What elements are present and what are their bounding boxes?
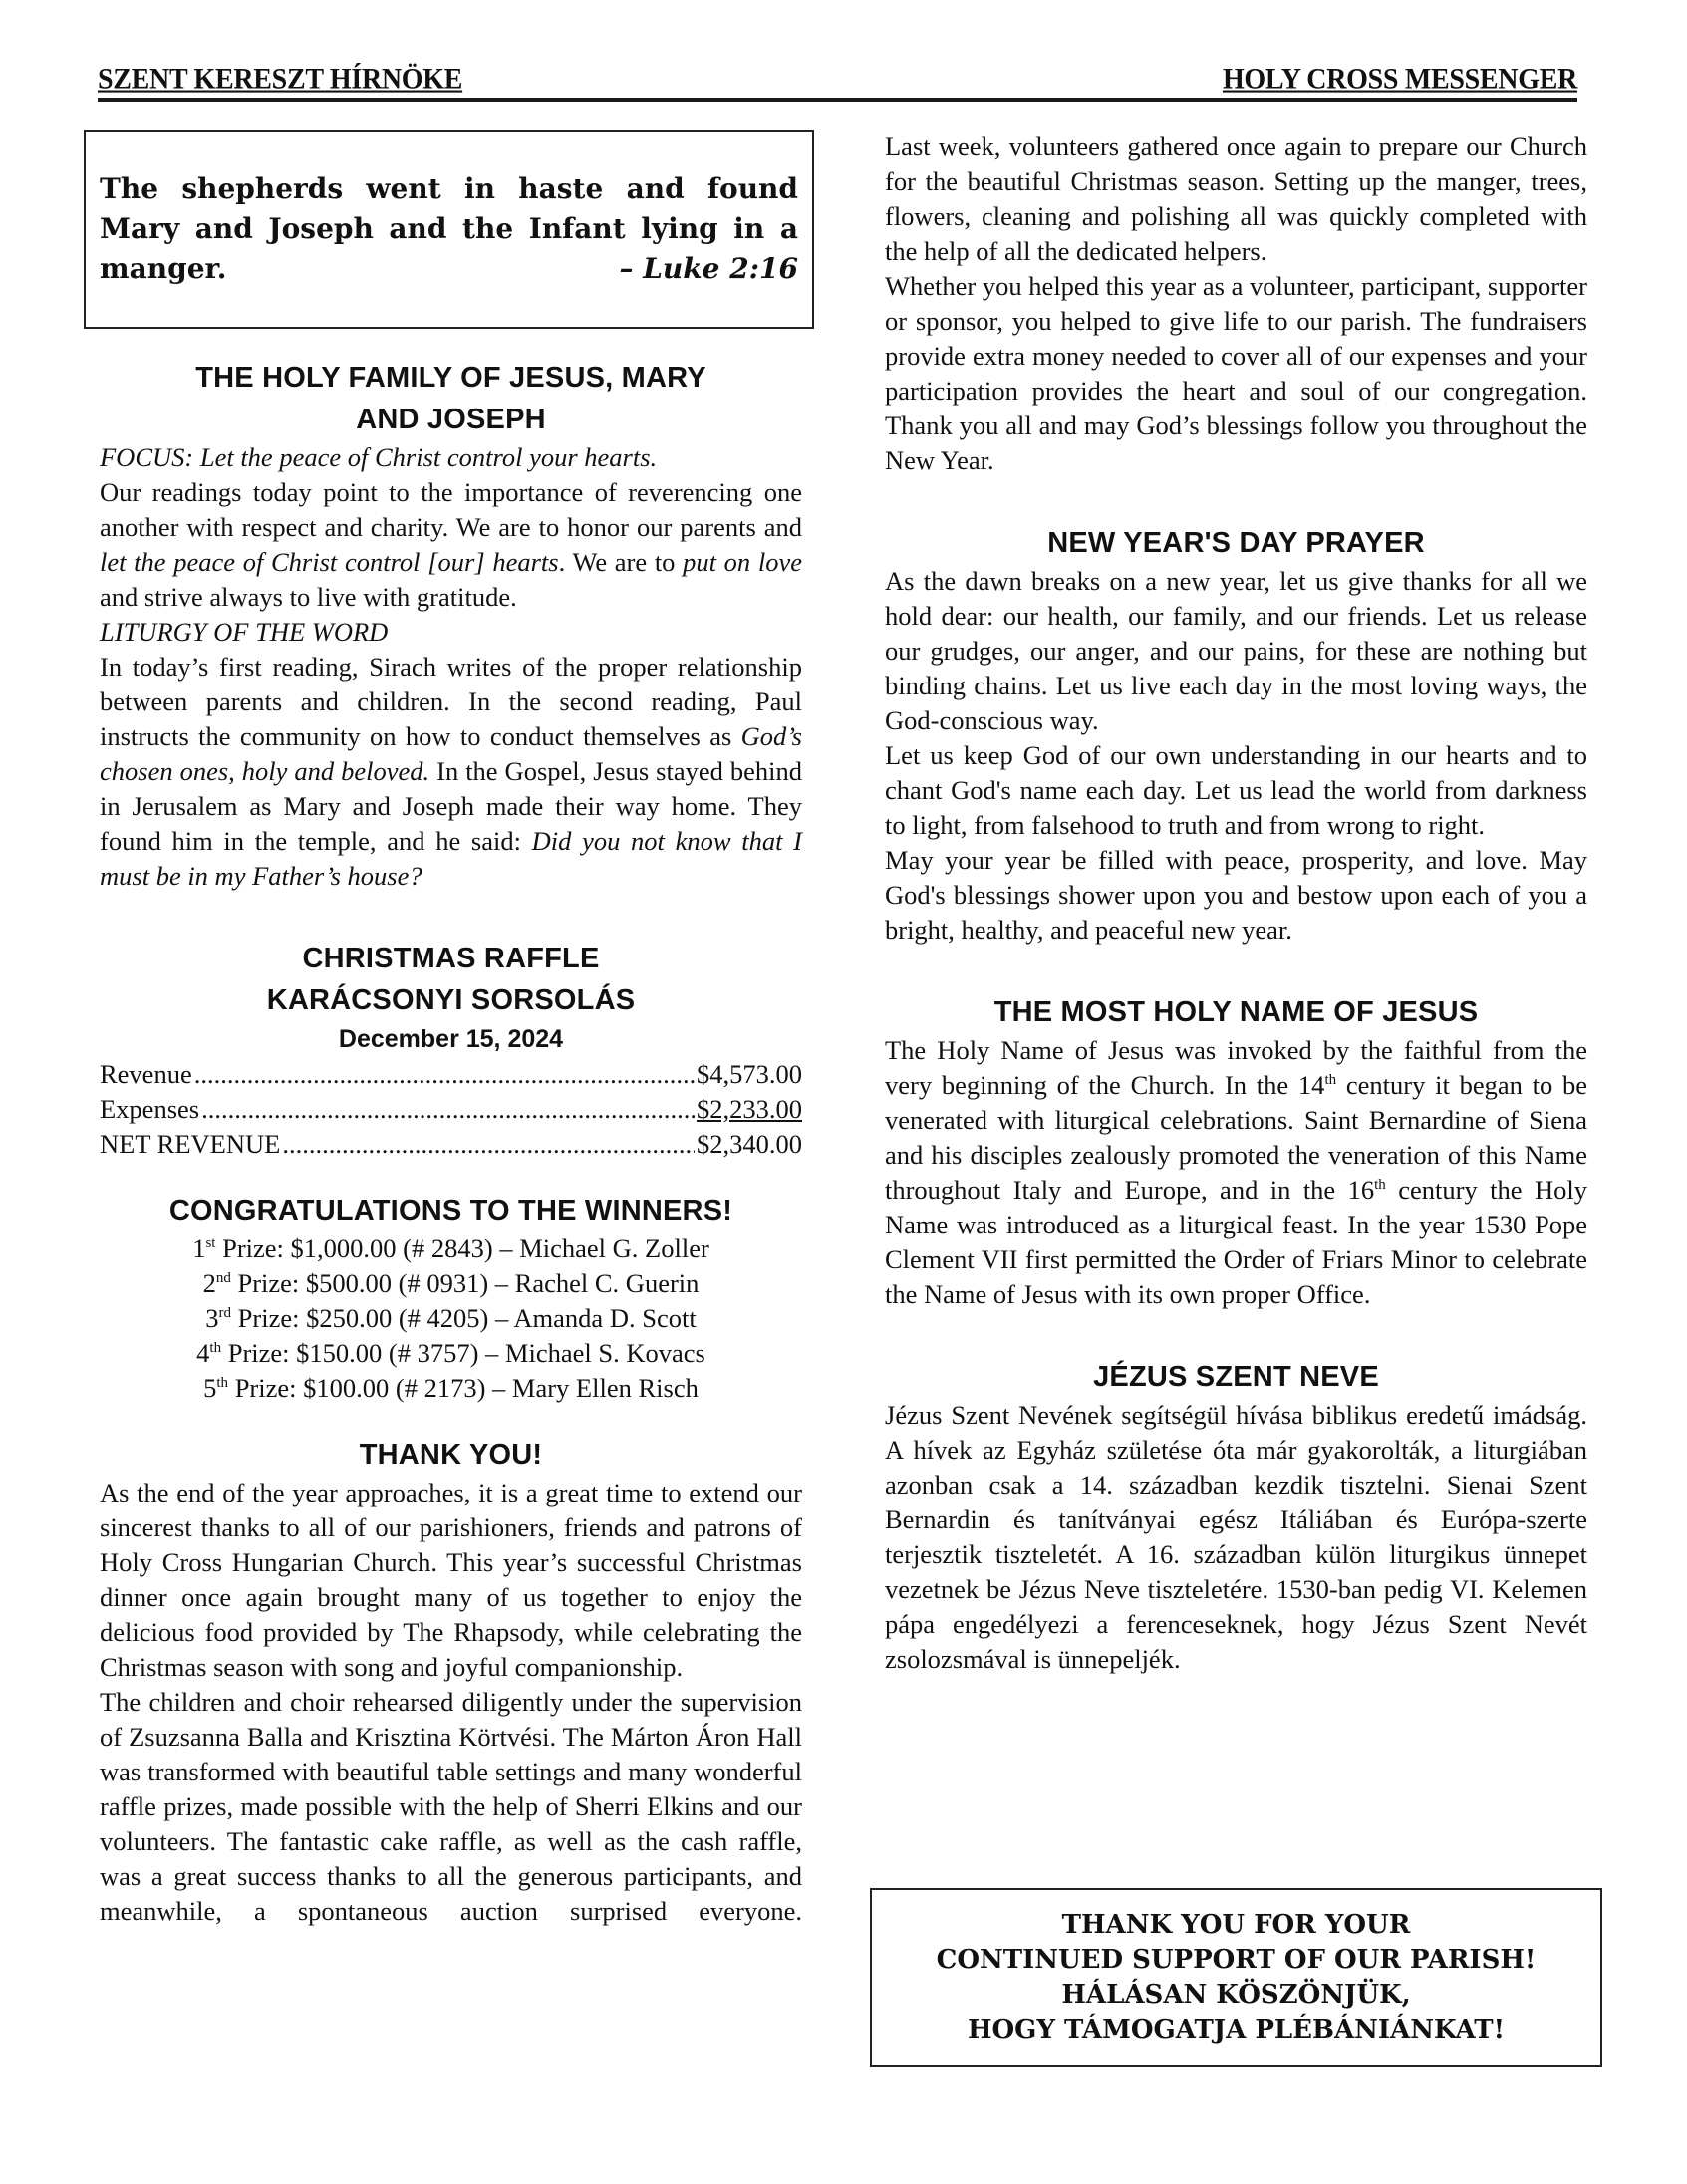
scripture-reference: – Luke 2:16: [619, 252, 798, 285]
left-column: [100, 130, 802, 1929]
holy-name-paragraph: The Holy Name of Jesus was invoked by the faithful from the very beginning of the Church. In the 14th century it began to be venerated with liturgical celebrations. Saint Bernardine of Siena and his disciples zealously promoted the veneration of this Name throughout Italy and Europe, and in the 16th century the Holy Name was introduced as a liturgical feast. In the year 1530 Pope Clement VII first permitted the Order of Friars Minor to celebrate the Name of Jesus with its own proper Office.: [885, 1035, 1587, 1309]
thank-you-section: [100, 1434, 802, 1929]
raffle-title-hungarian: KARÁCSONYI SORSOLÁS: [266, 984, 636, 1016]
support-line-1: THANK YOU FOR YOUR: [1061, 1910, 1411, 1940]
prayer-paragraph-1: As the dawn breaks on a new year, let us give thanks for all we hold dear: our health, our family, and our friends. Let us release our grudges, our anger, and our pains, for these are nothing but binding chains. Let us live each day in the most loving ways, the God-conscious way.: [885, 566, 1587, 735]
holy-family-section: [100, 357, 802, 894]
holy-family-paragraph-1: Our readings today point to the importance of reverencing one another with respect and charity. We are to honor our parents and let the peace of Christ control [our] hearts. We are to put on love and strive always to live with gratitude.: [100, 477, 802, 612]
holy-family-title-line1: THE HOLY FAMILY OF JESUS, MARY: [195, 362, 706, 394]
scripture-quote-text: The shepherds went in haste and found Mary and Joseph and the Infant lying in a manger.: [100, 172, 798, 285]
scripture-quote-box: [84, 130, 814, 329]
thank-you-paragraph-1: As the end of the year approaches, it is a great time to extend our sincerest thanks to all of our parishioners, friends and patrons of Holy Cross Hungarian Church. This year’s successful Christmas dinner once again brought many of us together to enjoy the delicious food provided by The Rhapsody, while celebrating the Christmas season with song and joyful companionship.: [100, 1478, 802, 1682]
parish-support-box: [870, 1888, 1602, 2067]
liturgy-heading: LITURGY OF THE WORD: [100, 617, 389, 647]
jezus-szent-neve-section: [885, 1356, 1587, 1677]
thank-you-paragraph-2: The children and choir rehearsed diligently under the supervision of Zsuzsanna Balla and Krisztina Körtvési. The Márton Áron Hall was transformed with beautiful table settings and many wonderful raffle prizes, made possible with the help of Sherri Elkins and our volunteers. The fantastic cake raffle, as well as the cash raffle, was a great success thanks to all the generous participants, and meanwhile, a spontaneous auction surprised everyone.: [100, 1687, 802, 1926]
right-column: [885, 130, 1587, 1677]
ledger-row-net-revenue: NET REVENUE ..... $2,340.00: [100, 1127, 802, 1162]
raffle-title-english: CHRISTMAS RAFFLE: [302, 943, 600, 974]
prize-line: 4th Prize: $150.00 (# 3757) – Michael S. Kovacs: [196, 1338, 705, 1368]
ledger-row-revenue: Revenue ..... $4,573.00: [100, 1057, 802, 1092]
support-line-3: HÁLÁSAN KÖSZÖNJÜK,: [1061, 1980, 1411, 2010]
jezus-szent-neve-title: JÉZUS SZENT NEVE: [1093, 1361, 1379, 1393]
holy-family-title-line2: AND JOSEPH: [356, 404, 546, 435]
thank-you-paragraph-3: Last week, volunteers gathered once again to prepare our Church for the beautiful Christmas season. Setting up the manger, trees, flowers, cleaning and polishing all was quickly completed with the help of all the dedicated helpers.: [885, 132, 1587, 266]
masthead-english-title: HOLY CROSS MESSENGER: [1222, 63, 1577, 96]
winners-section: [100, 1190, 802, 1406]
focus-line: FOCUS: Let the peace of Christ control your hearts.: [100, 442, 658, 472]
prize-line: 3rd Prize: $250.00 (# 4205) – Amanda D. Scott: [205, 1303, 697, 1333]
prize-line: 2nd Prize: $500.00 (# 0931) – Rachel C. Guerin: [202, 1268, 700, 1298]
thank-you-title: THANK YOU!: [359, 1439, 543, 1471]
jezus-szent-neve-paragraph: Jézus Szent Nevének segítségül hívása biblikus eredetű imádság. A hívek az Egyház születése óta már gyakorolták, a liturgiában azonban csak a 14. században kezdik tisztelni. Sienai Szent Bernardin és tanítványai egész Itáliában és Európa-szerte terjesztik tiszteletét. A 16. században külön liturgikus ünnepet vezetnek be Jézus Neve tiszteletére. 1530-ban pedig VI. Kelemen pápa engedélyezi a ferenceseknek, hogy Jézus Szent Nevét zsolozsmával is ünnepeljék.: [885, 1400, 1587, 1674]
thank-you-paragraph-4: Whether you helped this year as a volunteer, participant, supporter or sponsor, you helped to give life to our parish. The fundraisers provide extra money needed to cover all of our expenses and your participation provides the heart and soul of our congregation. Thank you all and may God’s blessings follow you throughout the New Year.: [885, 271, 1587, 475]
support-line-2: CONTINUED SUPPORT OF OUR PARISH!: [936, 1945, 1537, 1975]
holy-name-title: THE MOST HOLY NAME OF JESUS: [993, 996, 1479, 1028]
support-line-4: HOGY TÁMOGATJA PLÉBÁNIÁNKAT!: [967, 2015, 1506, 2045]
winners-title: CONGRATULATIONS TO THE WINNERS!: [168, 1195, 733, 1227]
ledger-row-expenses: Expenses ..... $2,233.00: [100, 1092, 802, 1127]
masthead-hungarian-title: SZENT KERESZT HÍRNÖKE: [98, 63, 463, 96]
holy-name-section: [885, 991, 1587, 1312]
prize-line: 1st Prize: $1,000.00 (# 2843) – Michael G. Zoller: [192, 1233, 709, 1263]
prayer-paragraph-3: May your year be filled with peace, prosperity, and love. May God's blessings shower upon you and bestow upon each of you a bright, healthy, and peaceful new year.: [885, 845, 1587, 945]
new-year-prayer-section: [885, 522, 1587, 948]
raffle-date: December 15, 2024: [338, 1025, 564, 1053]
masthead: [98, 60, 1577, 102]
christmas-raffle-section: [100, 938, 802, 1162]
holy-family-paragraph-2: In today’s first reading, Sirach writes of the proper relationship between parents and children. In the second reading, Paul instructs the community on how to conduct themselves as God’s chosen ones, holy and beloved. In the Gospel, Jesus stayed behind in Jerusalem as Mary and Joseph made their way home. They found him in the temple, and he said: Did you not know that I must be in my Father’s house?: [100, 652, 802, 891]
prize-line: 5th Prize: $100.00 (# 2173) – Mary Ellen Risch: [203, 1373, 699, 1403]
prayer-title: NEW YEAR'S DAY PRAYER: [1047, 527, 1425, 559]
prayer-paragraph-2: Let us keep God of our own understanding in our hearts and to chant God's name each day. Let us lead the world from darkness to light, from falsehood to truth and from wrong to right.: [885, 740, 1587, 840]
